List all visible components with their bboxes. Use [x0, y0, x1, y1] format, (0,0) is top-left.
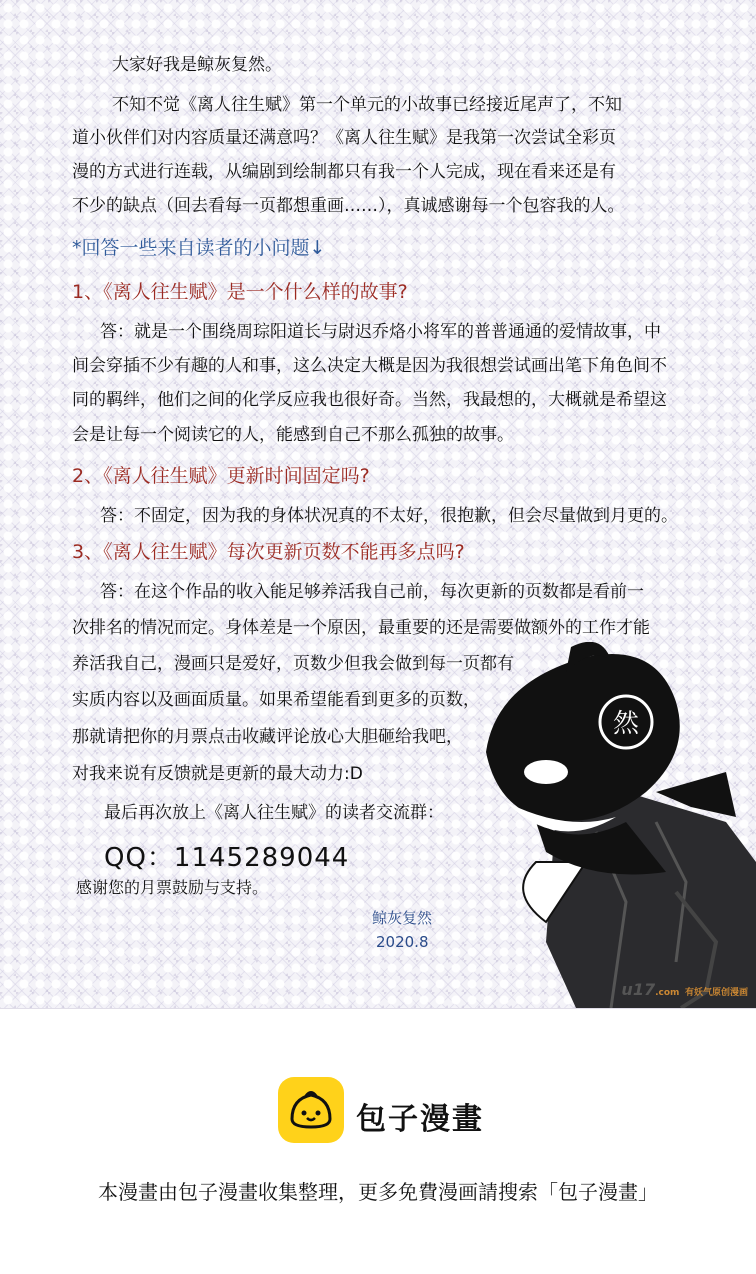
baozi-logo-icon — [278, 1077, 344, 1143]
intro-line-1: 不知不觉《离人往生赋》第一个单元的小故事已经接近尾声了，不知 — [112, 95, 622, 115]
answer-1-line-2: 间会穿插不少有趣的人和事，这么决定大概是因为我很想尝试画出笔下角色间不 — [72, 356, 667, 376]
answer-1-line-1: 答：就是一个围绕周琮阳道长与尉迟乔烙小将军的普普通通的爱情故事，中 — [100, 322, 661, 342]
watermark-brand: u17 — [621, 980, 656, 999]
question-3: 3、《离人往生赋》每次更新页数不能再多点吗? — [72, 541, 465, 563]
answer-3-line-2: 次排名的情况而定。身体差是一个原因，最重要的还是需要做额外的工作才能 — [72, 618, 650, 638]
question-1: 1、《离人往生赋》是一个什么样的故事? — [72, 281, 408, 303]
thanks-line: 感谢您的月票鼓励与支持。 — [76, 878, 269, 897]
watermark-tagline: 有妖气原创漫画 — [684, 988, 748, 998]
answer-1-line-3: 同的羁绊，他们之间的化学反应我也很好奇。当然，我最想的，大概就是希望这 — [72, 390, 667, 410]
qq-number: QQ：1145289044 — [104, 843, 350, 873]
u17-watermark — [621, 980, 748, 999]
greeting: 大家好我是鲸灰复然。 — [112, 55, 282, 75]
intro-line-4: 不少的缺点（回去看每一页都想重画……），真诚感谢每一个包容我的人。 — [72, 196, 625, 216]
intro-line-2: 道小伙伴们对内容质量还满意吗？《离人往生赋》是我第一次尝试全彩页 — [72, 128, 616, 148]
faq-hint: *回答一些来自读者的小问题↓ — [72, 237, 326, 259]
answer-3-line-4: 实质内容以及画面质量。如果希望能看到更多的页数， — [72, 690, 480, 710]
signature: 鲸灰复然 — [372, 909, 433, 927]
answer-3-line-3: 养活我自己，漫画只是爱好，页数少但我会做到每一页都有 — [72, 654, 514, 674]
group-line: 最后再次放上《离人往生赋》的读者交流群： — [104, 803, 444, 823]
answer-2: 答：不固定，因为我的身体状况真的不太好，很抱歉，但会尽量做到月更的。 — [100, 506, 678, 526]
footer-notice: 本漫畫由包子漫畫收集整理，更多免費漫画請搜索「包子漫畫」 — [98, 1180, 658, 1204]
brand-name: 包子漫畫 — [356, 1102, 484, 1137]
date: 2020.8 — [376, 933, 429, 951]
answer-3-line-6: 对我来说有反馈就是更新的最大动力:D — [72, 764, 363, 784]
answer-3-line-1: 答：在这个作品的收入能足够养活我自己前，每次更新的页数都是看前一 — [100, 582, 644, 602]
question-2: 2、《离人往生赋》更新时间固定吗? — [72, 465, 370, 487]
answer-3-line-5: 那就请把你的月票点击收藏评论放心大胆砸给我吧， — [72, 727, 463, 747]
answer-1-line-4: 会是让每一个阅读它的人，能感到自己不那么孤独的故事。 — [72, 425, 514, 445]
intro-line-3: 漫的方式进行连载，从编剧到绘制都只有我一个人完成，现在看来还是有 — [72, 162, 616, 182]
watermark-sub: .com — [655, 988, 680, 998]
hat-mark: 然 — [612, 709, 640, 739]
orca-hat-character-illustration — [476, 642, 756, 1008]
